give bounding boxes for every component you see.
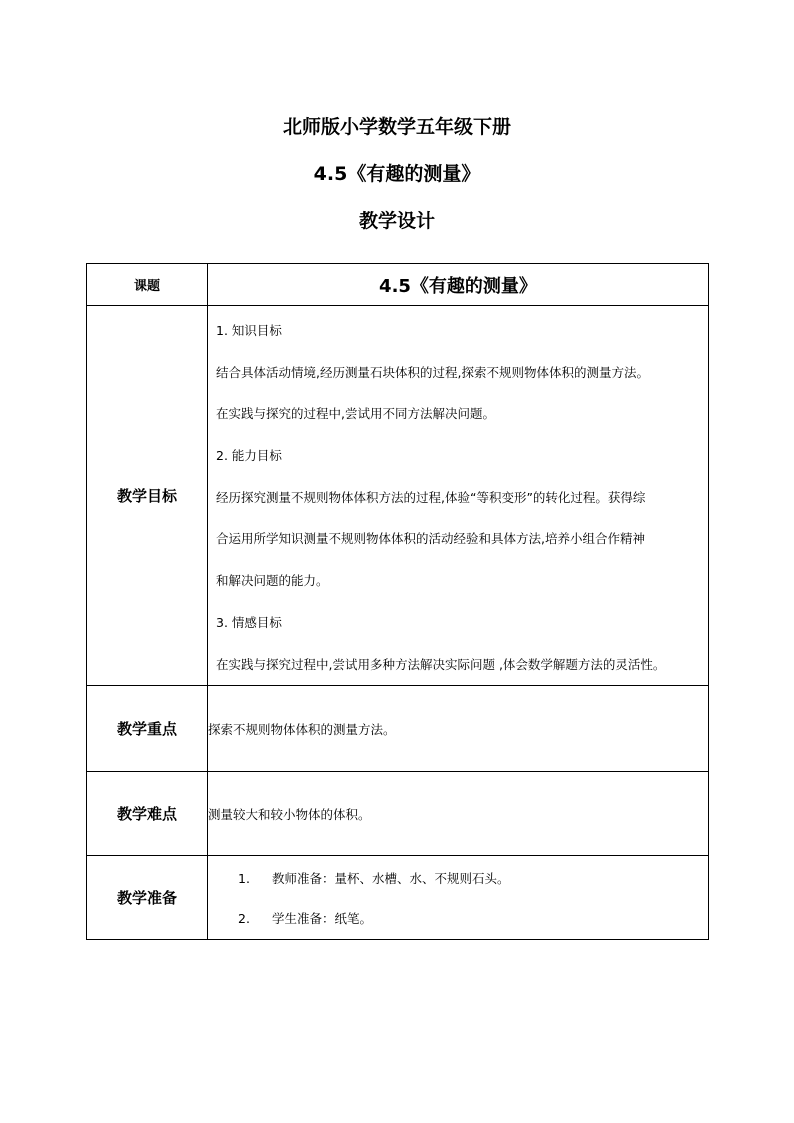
table-row-preparation bbox=[87, 856, 709, 940]
objectives-line: 1. 知识目标 bbox=[216, 323, 282, 338]
objectives-cell bbox=[208, 306, 709, 686]
preparation-label: 教学准备 bbox=[87, 856, 208, 940]
title-line-3: 教学设计 bbox=[358, 210, 435, 232]
table-row-key-point bbox=[87, 686, 709, 772]
list-item bbox=[238, 899, 708, 939]
table-row-topic bbox=[87, 264, 709, 306]
document-title bbox=[0, 104, 794, 245]
objectives-line: 经历探究测量不规则物体体积方法的过程,体验“等积变形”的转化过程。获得综 bbox=[216, 489, 646, 505]
objectives-label: 教学目标 bbox=[87, 306, 208, 686]
topic-value: 4.5《有趣的测量》 bbox=[208, 264, 709, 306]
objectives-line: 合运用所学知识测量不规则物体体积的活动经验和具体方法,培养小组合作精神 bbox=[216, 531, 645, 547]
list-item bbox=[238, 859, 708, 899]
list-item-number: 2. bbox=[238, 910, 250, 926]
table-row-objectives bbox=[87, 306, 709, 686]
list-item-text: 学生准备：纸笔。 bbox=[272, 910, 373, 926]
objectives-line: 结合具体活动情境,经历测量石块体积的过程,探索不规则物体体积的测量方法。 bbox=[216, 364, 649, 380]
objectives-line: 在实践与探究过程中,尝试用多种方法解决实际问题 ,体会数学解题方法的灵活性。 bbox=[216, 656, 666, 672]
topic-label: 课题 bbox=[87, 264, 208, 306]
table-row-difficulty bbox=[87, 772, 709, 856]
list-item-text: 教师准备：量杯、水槽、水、不规则石头。 bbox=[272, 870, 510, 886]
key-point-value: 探索不规则物体体积的测量方法。 bbox=[208, 686, 709, 772]
list-item-number: 1. bbox=[238, 870, 250, 886]
objectives-line: 2. 能力目标 bbox=[216, 448, 282, 464]
objectives-line: 和解决问题的能力。 bbox=[216, 573, 329, 589]
title-line-1: 北师版小学数学五年级下册 bbox=[282, 116, 511, 138]
preparation-cell bbox=[208, 856, 709, 940]
objectives-line: 在实践与探究的过程中,尝试用不同方法解决问题。 bbox=[216, 406, 495, 422]
title-line-2: 4.5《有趣的测量》 bbox=[313, 163, 481, 185]
key-point-label: 教学重点 bbox=[87, 686, 208, 772]
difficulty-label: 教学难点 bbox=[87, 772, 208, 856]
objectives-line: 3. 情感目标 bbox=[216, 614, 282, 630]
lesson-plan-table bbox=[86, 263, 709, 940]
difficulty-value: 测量较大和较小物体的体积。 bbox=[208, 772, 709, 856]
